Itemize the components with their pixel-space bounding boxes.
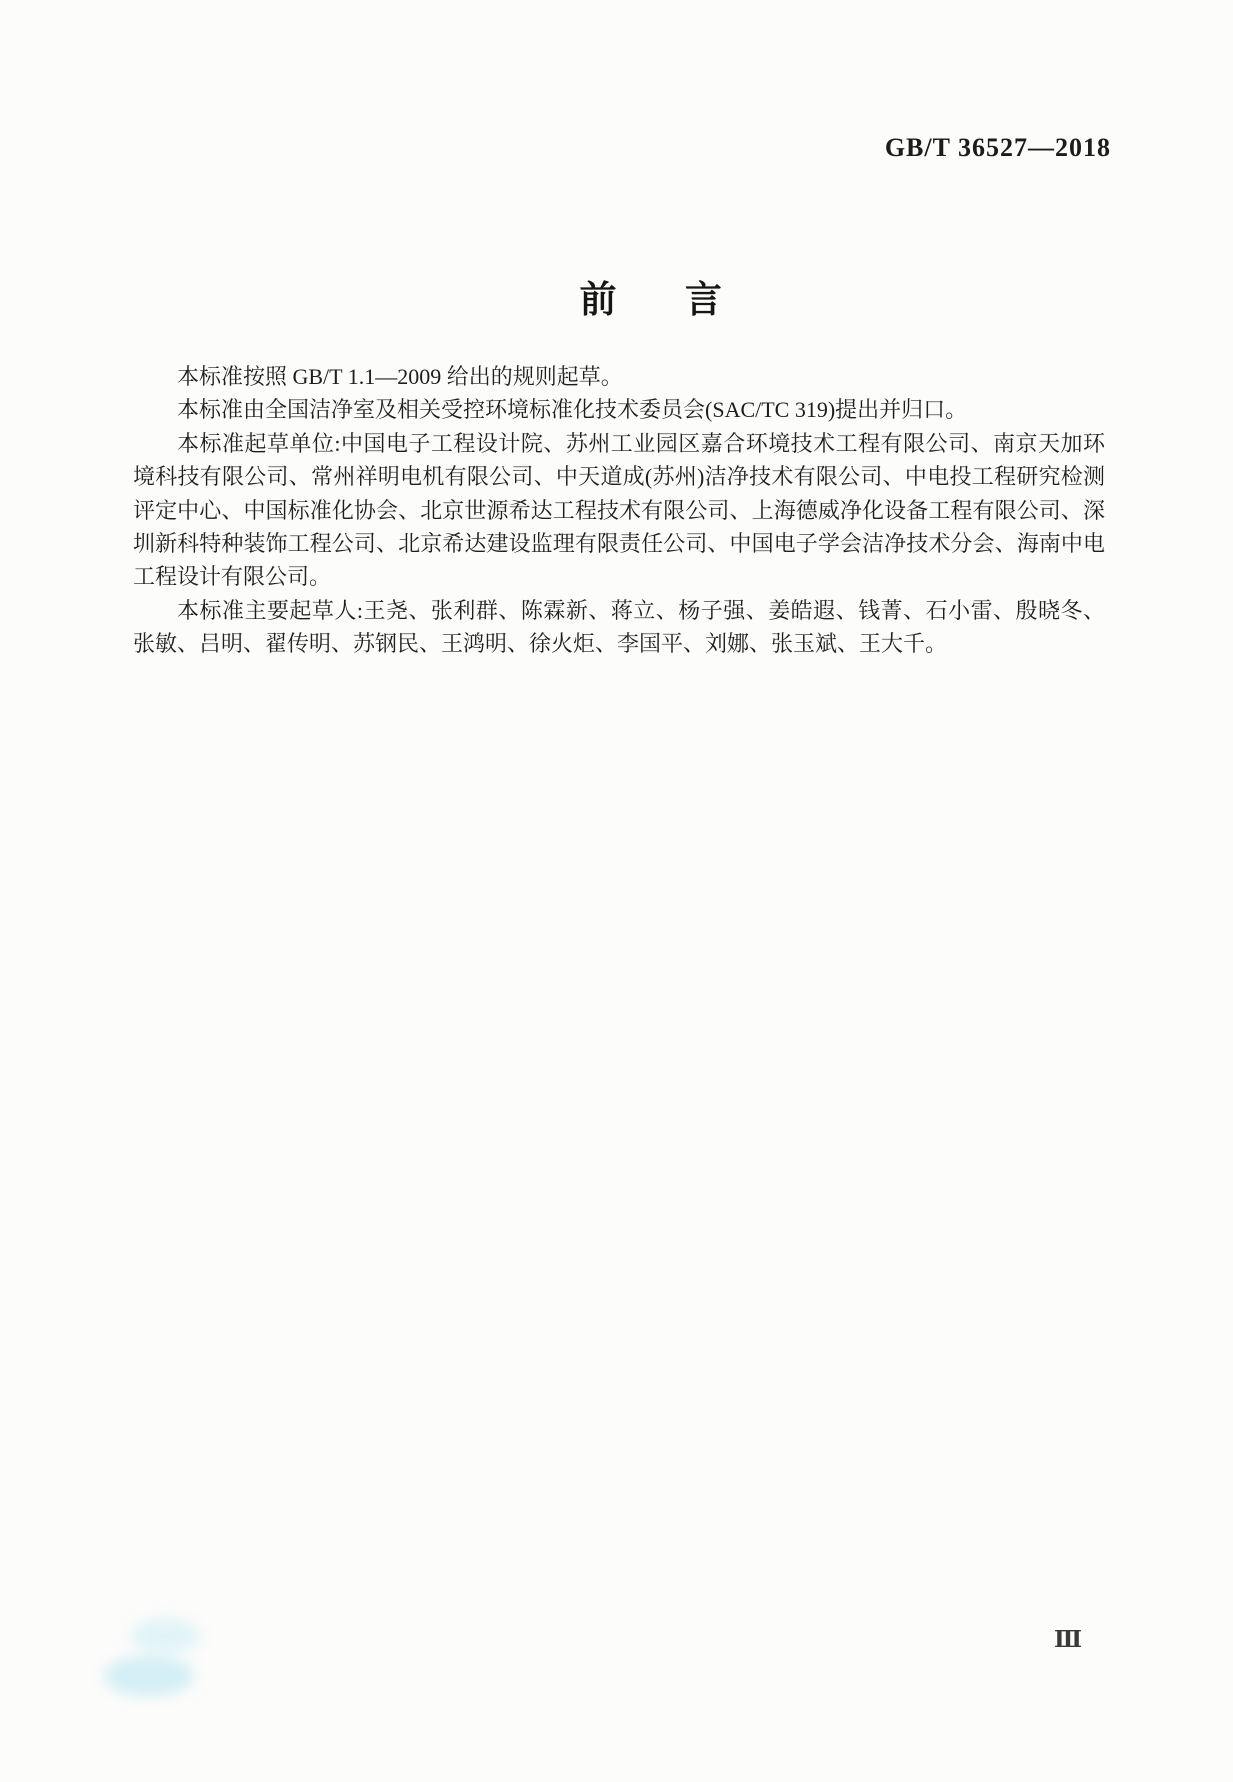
foreword-paragraph: 本标准按照 GB/T 1.1—2009 给出的规则起草。 xyxy=(177,364,623,389)
watermark-blob xyxy=(104,1656,194,1696)
foreword-paragraph: 本标准由全国洁净室及相关受控环境标准化技术委员会(SAC/TC 319)提出并归口。 xyxy=(177,397,968,423)
scan-watermark-smudge xyxy=(82,1618,232,1708)
foreword-paragraph: 本标准起草单位:中国电子工程设计院、苏州工业园区嘉合环境技术工程有限公司、南京天加环境科技有限公司、常州祥明电机有限公司、中天道成(苏州)洁净技术有限公司、中电投工程研究检测评定中心、中国标准化协会、北京世源希达工程技术有限公司、上海德威净化设备工程有限公司、深圳新科特种装饰工程公司、北京希达建设监理有限责任公司、中国电子学会洁净技术分会、海南中电工程设计有限公司。 xyxy=(133,430,1105,590)
page-number: Ⅲ xyxy=(1053,1627,1083,1652)
watermark-blob xyxy=(130,1618,200,1654)
page-title: 前言 xyxy=(579,279,791,321)
standard-code: GB/T 36527—2018 xyxy=(884,133,1111,162)
foreword-body xyxy=(133,360,1105,661)
foreword-paragraph: 本标准主要起草人:王尧、张利群、陈霖新、蒋立、杨子强、姜皓遐、钱菁、石小雷、殷晓冬、张敏、吕明、翟传明、苏钢民、王鸿明、徐火炬、李国平、刘娜、张玉斌、王大千。 xyxy=(133,597,1105,657)
